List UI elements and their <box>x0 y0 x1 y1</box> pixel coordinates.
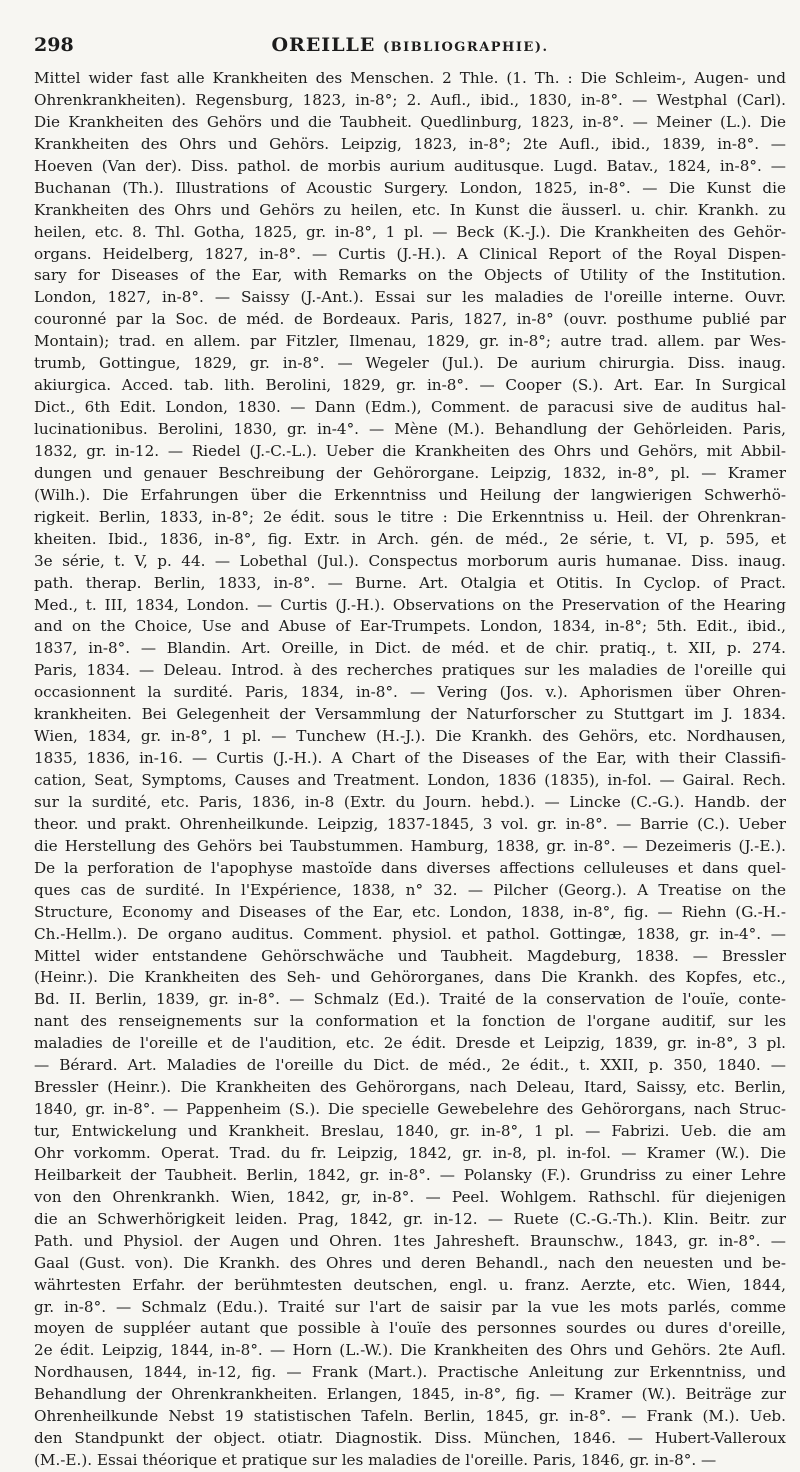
text-line: Ohrenkrankheiten). Regensburg, 1823, in-8°; 2. Aufl., ibid., 1830, in-8°. — Westphal (Carl). <box>34 90 786 109</box>
text-line: Dict., 6th Edit. London, 1830. — Dann (Edm.), Comment. de paracusi sive de auditus hal- <box>34 398 786 417</box>
page-number: 298 <box>34 34 74 56</box>
text-line: die an Schwerhörigkeit leiden. Prag, 1842, gr. in-12. — Ruete (C.-G.-Th.). Klin. Beitr. zur <box>34 1209 786 1228</box>
text-line: Bressler (Heinr.). Die Krankheiten des Gehörorgans, nach Deleau, Itard, Saissy, etc. Berlin, <box>34 1078 786 1097</box>
text-line: — Bérard. Art. Maladies de l'oreille du Dict. de méd., 2e édit., t. XXII, p. 350, 1840. — <box>34 1056 786 1075</box>
text-line: Path. und Physiol. der Augen und Ohren. 1tes Jahresheft. Braunschw., 1843, gr. in-8°. — <box>34 1231 786 1250</box>
text-line: (Heinr.). Die Krankheiten des Seh- und Gehörorganes, dans Die Krankh. des Kopfes, etc., <box>34 968 786 987</box>
text-line: Buchanan (Th.). Illustrations of Acoustic Surgery. London, 1825, in-8°. — Die Kunst die <box>34 178 786 197</box>
text-line: Hoeven (Van der). Diss. pathol. de morbis aurium auditusque. Lugd. Batav., 1824, in-8°. — <box>34 156 786 175</box>
book-page <box>34 28 786 1470</box>
text-line: trumb, Gottingue, 1829, gr. in-8°. — Wegeler (Jul.). De aurium chirurgia. Diss. inaug. <box>34 354 786 373</box>
text-line: 1837, in-8°. — Blandin. Art. Oreille, in Dict. de méd. et de chir. pratiq., t. XII, p. 274. <box>34 639 786 658</box>
running-head-title: OREILLE <box>271 34 376 56</box>
text-line: Ch.-Hellm.). De organo auditus. Comment. physiol. et pathol. Gottingæ, 1838, gr. in-4°. — <box>34 924 786 943</box>
text-line: lucinationibus. Berolini, 1830, gr. in-4°. — Mène (M.). Behandlung der Gehörleiden. Paris, <box>34 420 786 438</box>
text-line: Ohr vorkomm. Operat. Trad. du fr. Leipzig, 1842, gr. in-8, pl. in-fol. — Kramer (W.). Die <box>34 1143 786 1162</box>
text-line: London, 1827, in-8°. — Saissy (J.-Ant.). Essai sur les maladies de l'oreille interne. Ouvr. <box>34 288 786 307</box>
text-line: 1840, gr. in-8°. — Pappenheim (S.). Die specielle Gewebelehre des Gehörorgans, nach Struc- <box>34 1100 786 1119</box>
text-line: kheiten. Ibid., 1836, in-8°, fig. Extr. in Arch. gén. de méd., 2e série, t. VI, p. 595, et <box>34 529 786 548</box>
text-line: den Standpunkt der object. otiatr. Diagnostik. Diss. München, 1846. — Hubert-Valleroux <box>34 1429 786 1448</box>
text-line: rigkeit. Berlin, 1833, in-8°; 2e édit. sous le titre : Die Erkenntniss u. Heil. der Ohrenkran- <box>34 507 786 526</box>
text-line: Die Krankheiten des Gehörs und die Taubheit. Quedlinburg, 1823, in-8°. — Meiner (L.). Die <box>34 112 786 131</box>
text-line: (M.-E.). Essai théorique et pratique sur les maladies de l'oreille. Paris, 1846, gr. in-8°. — <box>34 1451 717 1470</box>
text-line: Mittel wider fast alle Krankheiten des Menschen. 2 Thle. (1. Th. : Die Schleim-, Augen- und <box>34 69 786 87</box>
text-line: Behandlung der Ohrenkrankheiten. Erlangen, 1845, in-8°, fig. — Kramer (W.). Beiträge zur <box>34 1385 786 1404</box>
text-line: Krankheiten des Ohrs und Gehörs zu heilen, etc. In Kunst die äusserl. u. chir. Krankh. zu <box>34 200 786 219</box>
text-line: Bd. II. Berlin, 1839, gr. in-8°. — Schmalz (Ed.). Traité de la conservation de l'ouïe, conte- <box>34 990 786 1009</box>
text-line: Paris, 1834. — Deleau. Introd. à des recherches pratiques sur les maladies de l'oreille qui <box>34 661 786 680</box>
text-line: 2e édit. Leipzig, 1844, in-8°. — Horn (L.-W.). Die Krankheiten des Ohrs und Gehörs. 2te Aufl. <box>34 1341 786 1360</box>
text-line: 1835, 1836, in-16. — Curtis (J.-H.). A Chart of the Diseases of the Ear, with their Classifi- <box>34 749 786 768</box>
text-line: Structure, Economy and Diseases of the Ear, etc. London, 1838, in-8°, fig. — Riehn (G.-H.- <box>34 902 786 921</box>
running-head-subtitle: (BIBLIOGRAPHIE). <box>383 40 549 55</box>
text-line: dungen und genauer Beschreibung der Gehörorgane. Leipzig, 1832, in-8°, pl. — Kramer <box>34 463 786 482</box>
text-line: sary for Diseases of the Ear, with Remarks on the Objects of Utility of the Institution. <box>34 266 786 285</box>
text-line: nant des renseignements sur la conformation et la fonction de l'organe auditif, sur les <box>34 1012 786 1031</box>
text-line: Gaal (Gust. von). Die Krankh. des Ohres und deren Behandl., nach den neuesten und be- <box>34 1253 786 1272</box>
text-line: and on the Choice, Use and Abuse of Ear-Trumpets. London, 1834, in-8°; 5th. Edit., ibid., <box>34 617 786 636</box>
text-line: cation, Seat, Symptoms, Causes and Treatment. London, 1836 (1835), in-fol. — Gairal. Rech. <box>34 771 786 789</box>
text-line: path. therap. Berlin, 1833, in-8°. — Burne. Art. Otalgia et Otitis. In Cyclop. of Pract. <box>34 573 786 592</box>
text-line: währtesten Erfahr. der berühmtesten deutschen, engl. u. franz. Aerzte, etc. Wien, 1844, <box>34 1275 786 1294</box>
text-line: von den Ohrenkrankh. Wien, 1842, gr, in-8°. — Peel. Wohlgem. Rathschl. für diejenigen <box>34 1187 786 1206</box>
text-line: ques cas de surdité. In l'Expérience, 1838, n° 32. — Pilcher (Georg.). A Treatise on the <box>34 880 786 899</box>
text-line: De la perforation de l'apophyse mastoïde dans diverses affections celluleuses et dans quel- <box>34 858 786 877</box>
text-line: krankheiten. Bei Gelegenheit der Versammlung der Naturforscher zu Stuttgart im J. 1834. <box>34 705 786 724</box>
text-line: Med., t. III, 1834, London. — Curtis (J.-H.). Observations on the Preservation of the Hearing <box>34 595 786 614</box>
running-head <box>34 34 786 56</box>
text-line: (Wilh.). Die Erfahrungen über die Erkenntniss und Heilung der langwierigen Schwerhö- <box>34 485 786 504</box>
text-line: theor. und prakt. Ohrenheilkunde. Leipzig, 1837-1845, 3 vol. gr. in-8°. — Barrie (C.). Ueber <box>34 814 786 833</box>
text-line: Mittel wider entstandene Gehörschwäche und Taubheit. Magdeburg, 1838. — Bressler <box>34 946 786 965</box>
text-line: sur la surdité, etc. Paris, 1836, in-8 (Extr. du Journ. hebd.). — Lincke (C.-G.). Handb. der <box>34 792 786 811</box>
text-line: Nordhausen, 1844, in-12, fig. — Frank (Mart.). Practische Anleitung zur Erkenntniss, und <box>34 1363 786 1382</box>
text-line: occasionnent la surdité. Paris, 1834, in-8°. — Vering (Jos. v.). Aphorismen über Ohren- <box>34 683 786 702</box>
text-line: gr. in-8°. — Schmalz (Edu.). Traité sur l'art de saisir par la vue les mots parlés, comme <box>34 1297 786 1316</box>
bibliography-text <box>34 68 786 1472</box>
text-line: organs. Heidelberg, 1827, in-8°. — Curtis (J.-H.). A Clinical Report of the Royal Dispen- <box>34 244 786 263</box>
text-line: couronné par la Soc. de méd. de Bordeaux. Paris, 1827, in-8° (ouvr. posthume publié par <box>34 310 786 329</box>
text-line: akiurgica. Acced. tab. lith. Berolini, 1829, gr. in-8°. — Cooper (S.). Art. Ear. In Surgical <box>34 376 786 395</box>
text-line: die Herstellung des Gehörs bei Taubstummen. Hamburg, 1838, gr. in-8°. — Dezeimeris (J.-E.). <box>34 836 786 855</box>
text-line: tur, Entwickelung und Krankheit. Breslau, 1840, gr. in-8°, 1 pl. — Fabrizi. Ueb. die am <box>34 1122 786 1140</box>
text-line: Montain); trad. en allem. par Fitzler, Ilmenau, 1829, gr. in-8°; autre trad. allem. par Wes- <box>34 332 786 351</box>
text-line: heilen, etc. 8. Thl. Gotha, 1825, gr. in-8°, 1 pl. — Beck (K.-J.). Die Krankheiten des Gehör- <box>34 222 786 241</box>
text-line: Wien, 1834, gr. in-8°, 1 pl. — Tunchew (H.-J.). Die Krankh. des Gehörs, etc. Nordhausen, <box>34 727 786 746</box>
text-line: Ohrenheilkunde Nebst 19 statistischen Tafeln. Berlin, 1845, gr. in-8°. — Frank (M.). Ueb. <box>34 1407 786 1426</box>
text-line: maladies de l'oreille et de l'audition, etc. 2e édit. Dresde et Leipzig, 1839, gr. in-8°, 3 pl. <box>34 1034 786 1053</box>
page-header <box>34 28 786 60</box>
text-line: 3e série, t. V, p. 44. — Lobethal (Jul.). Conspectus morborum auris humanae. Diss. inaug. <box>34 551 786 570</box>
text-line: 1832, gr. in-12. — Riedel (J.-C.-L.). Ueber die Krankheiten des Ohrs und Gehörs, mit Abbil- <box>34 441 786 460</box>
text-line: Krankheiten des Ohrs und Gehörs. Leipzig, 1823, in-8°; 2te Aufl., ibid., 1839, in-8°. — <box>34 134 786 153</box>
text-line: Heilbarkeit der Taubheit. Berlin, 1842, gr. in-8°. — Polansky (F.). Grundriss zu einer Lehre <box>34 1165 786 1184</box>
text-line: moyen de suppléer autant que possible à l'ouïe des personnes sourdes ou dures d'oreille, <box>34 1319 786 1338</box>
